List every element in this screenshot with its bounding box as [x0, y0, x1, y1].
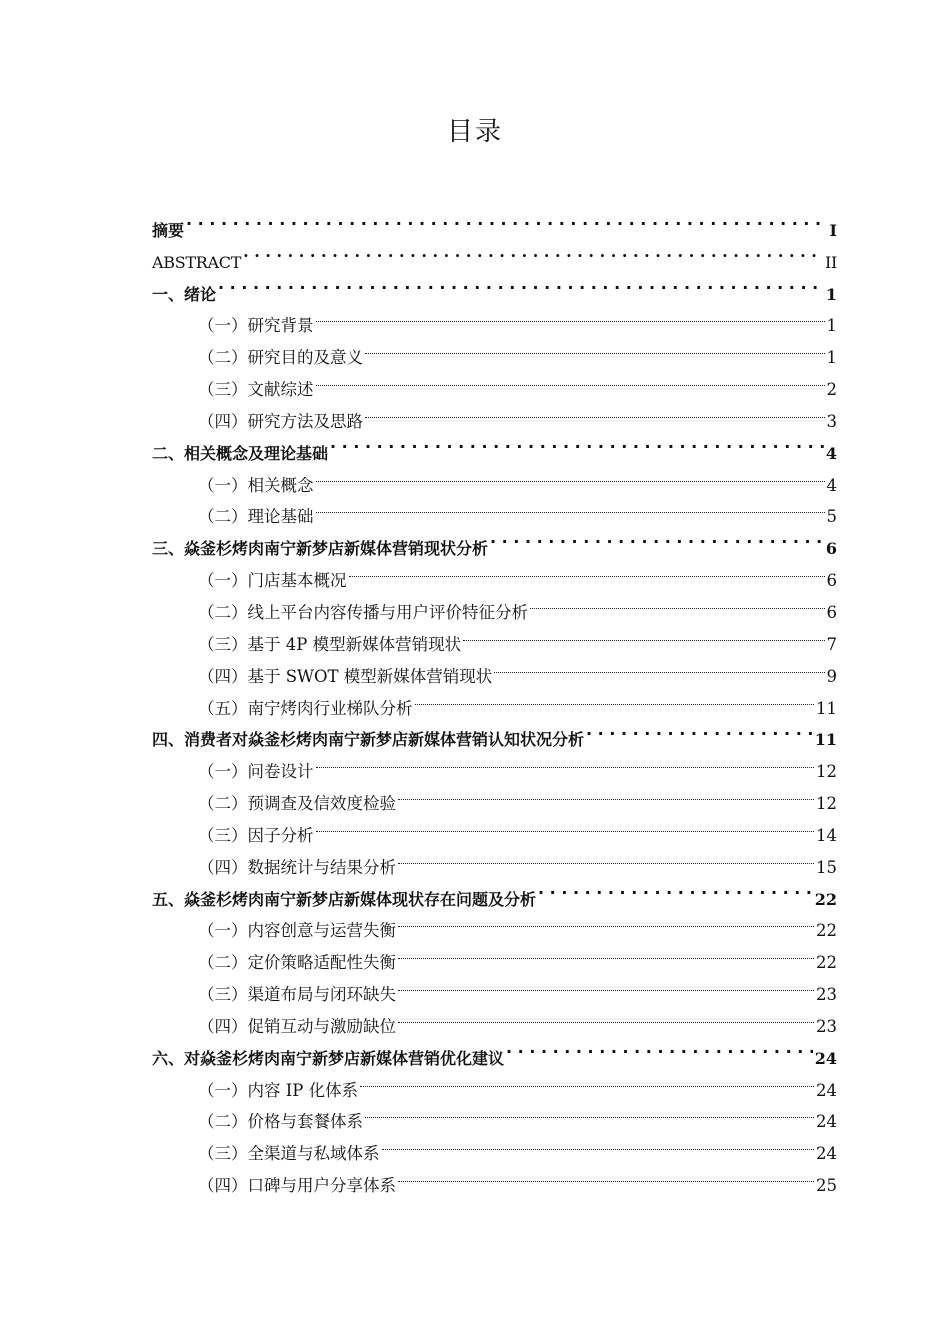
toc-page-number: 22 — [816, 953, 837, 973]
toc-entry-title: ABSTRACT — [152, 252, 242, 272]
toc-page-number: 1 — [825, 284, 837, 304]
toc-entry-title: （二）理论基础 — [198, 507, 314, 527]
toc-entry-title: （四）基于 SWOT 模型新媒体营销现状 — [198, 666, 493, 686]
toc-dot-leader — [398, 968, 814, 1000]
toc-entry-title: （一）内容 IP 化体系 — [198, 1080, 359, 1100]
toc-entry-title: （一）门店基本概况 — [198, 571, 347, 591]
toc-dot-leader — [360, 1064, 814, 1096]
toc-dot-leader — [330, 427, 824, 459]
toc-dot-leader — [382, 1127, 815, 1159]
toc-entry-title: （二）线上平台内容传播与用户评价特征分析 — [198, 602, 528, 622]
toc-page-number: 1 — [826, 316, 837, 336]
toc-entry-title: （四）数据统计与结果分析 — [198, 857, 396, 877]
toc-page-number: 22 — [814, 889, 837, 909]
toc-dot-leader — [398, 777, 814, 809]
toc-dot-leader — [398, 936, 814, 968]
toc-page-number: 4 — [826, 475, 837, 495]
toc-entry-title: （二）定价策略适配性失衡 — [198, 953, 396, 973]
toc-entry-title: 一、绪论 — [152, 284, 217, 304]
toc-entry-title: （三）渠道布局与闭环缺失 — [198, 985, 396, 1005]
toc-dot-leader — [218, 268, 824, 300]
toc-page-number: 7 — [826, 634, 837, 654]
toc-page-number: 25 — [816, 1176, 837, 1196]
toc-dot-leader — [316, 363, 825, 395]
toc-page-number: 12 — [816, 794, 837, 814]
toc-dot-leader — [490, 522, 824, 554]
toc-page-number: II — [824, 252, 837, 272]
toc-page-number: 6 — [825, 539, 837, 559]
toc-page-number: 2 — [826, 380, 837, 400]
table-of-contents — [152, 204, 837, 1196]
toc-entry-title: （三）全渠道与私域体系 — [198, 1144, 380, 1164]
toc-entry-title: 六、对焱釜杉烤肉南宁新梦店新媒体营销优化建议 — [152, 1048, 505, 1068]
toc-dot-leader — [365, 1096, 814, 1128]
toc-dot-leader — [316, 300, 825, 332]
toc-page-number: 9 — [826, 666, 837, 686]
toc-entry-title: 三、焱釜杉烤肉南宁新梦店新媒体营销现状分析 — [152, 539, 489, 559]
toc-page-number: 24 — [816, 1144, 837, 1164]
toc-dot-leader — [365, 331, 825, 363]
toc-entry-title: 四、消费者对焱釜杉烤肉南宁新梦店新媒体营销认知状况分析 — [152, 730, 585, 750]
toc-entry-title: （二）预调查及信效度检验 — [198, 794, 396, 814]
toc-page-number: 6 — [826, 571, 837, 591]
toc-dot-leader — [365, 395, 825, 427]
toc-dot-leader — [398, 841, 814, 873]
toc-entry-title: 五、焱釜杉烤肉南宁新梦店新媒体现状存在问题及分析 — [152, 889, 537, 909]
toc-page-number: I — [829, 220, 837, 240]
toc-dot-leader — [398, 1000, 814, 1032]
toc-dot-leader — [243, 236, 823, 268]
toc-page-number: 15 — [816, 857, 837, 877]
toc-section-entry[interactable] — [152, 300, 837, 336]
toc-dot-leader — [398, 905, 814, 937]
toc-page-number: 14 — [816, 825, 837, 845]
toc-dot-leader — [538, 873, 813, 905]
toc-entry-title: （一）研究背景 — [198, 316, 314, 336]
toc-page-number: 4 — [825, 443, 837, 463]
toc-entry-title: （二）价格与套餐体系 — [198, 1112, 363, 1132]
toc-entry-title: （二）研究目的及意义 — [198, 348, 363, 368]
toc-dot-leader — [316, 491, 825, 523]
toc-entry-title: （三）文献综述 — [198, 380, 314, 400]
toc-page-number: 22 — [816, 921, 837, 941]
toc-dot-leader — [586, 714, 813, 746]
toc-dot-leader — [463, 618, 824, 650]
toc-dot-leader — [316, 459, 825, 491]
toc-entry-title: （四）口碑与用户分享体系 — [198, 1176, 396, 1196]
toc-dot-leader — [316, 809, 815, 841]
toc-entry-title: （一）内容创意与运营失衡 — [198, 921, 396, 941]
toc-page-number: 1 — [826, 348, 837, 368]
toc-page-number: 5 — [826, 507, 837, 527]
toc-entry-title: （一）问卷设计 — [198, 762, 314, 782]
toc-chapter-entry[interactable] — [152, 204, 837, 240]
toc-chapter-entry[interactable] — [152, 236, 837, 272]
toc-page-number: 24 — [816, 1080, 837, 1100]
toc-entry-title: 摘要 — [152, 220, 185, 240]
toc-dot-leader — [530, 586, 825, 618]
toc-page-number: 3 — [826, 411, 837, 431]
toc-dot-leader — [506, 1032, 813, 1064]
toc-page-number: 11 — [814, 730, 837, 750]
toc-entry-title: （三）基于 4P 模型新媒体营销现状 — [198, 634, 462, 654]
toc-entry-title: （四）促销互动与激励缺位 — [198, 1016, 396, 1036]
toc-entry-title: （三）因子分析 — [198, 825, 314, 845]
toc-page-number: 24 — [814, 1048, 837, 1068]
toc-dot-leader — [316, 745, 815, 777]
toc-page-number: 23 — [816, 985, 837, 1005]
toc-dot-leader — [186, 204, 828, 236]
toc-dot-leader — [349, 554, 825, 586]
toc-dot-leader — [494, 650, 824, 682]
toc-entry-title: （一）相关概念 — [198, 475, 314, 495]
toc-chapter-entry[interactable] — [152, 268, 837, 304]
toc-page-number: 24 — [816, 1112, 837, 1132]
toc-page-number: 6 — [826, 602, 837, 622]
toc-dot-leader — [415, 682, 815, 714]
toc-page-number: 23 — [816, 1016, 837, 1036]
page-title: 目录 — [446, 117, 503, 147]
toc-page-number: 11 — [816, 698, 837, 718]
toc-page-number: 12 — [816, 762, 837, 782]
toc-entry-title: （四）研究方法及思路 — [198, 411, 363, 431]
toc-dot-leader — [398, 1159, 814, 1191]
toc-entry-title: （五）南宁烤肉行业梯队分析 — [198, 698, 413, 718]
toc-entry-title: 二、相关概念及理论基础 — [152, 443, 329, 463]
